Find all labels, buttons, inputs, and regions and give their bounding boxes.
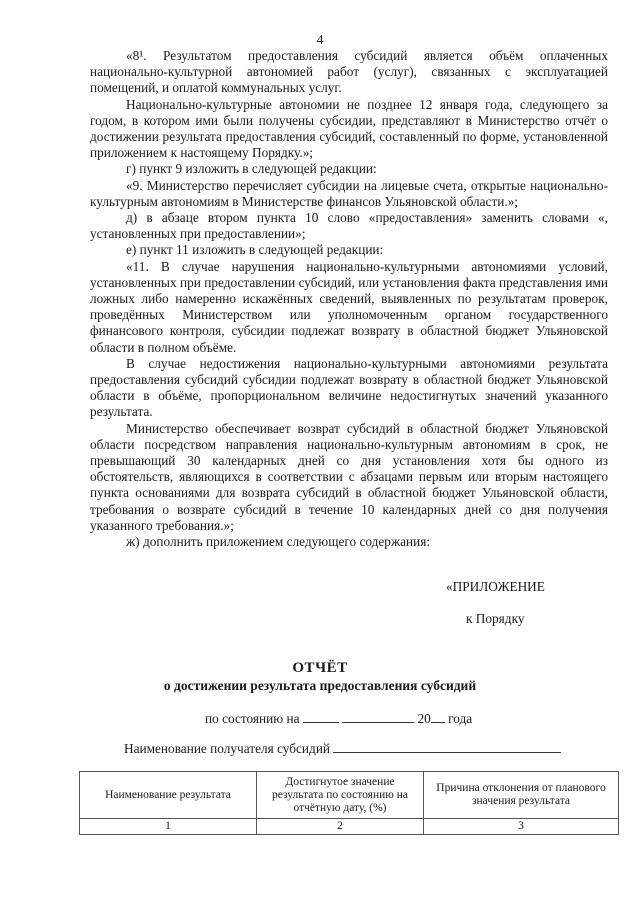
recipient-line bbox=[124, 740, 561, 757]
paragraph-report-deadline: Национально-культурные автономии не позднее 12 января года, следующего за годом, в котором ими были получены субсидии, представляют в Министерство отчёт о достижении результата предоставления субсидий, составленный по форме, установленной приложением к настоящему Порядку.»; bbox=[90, 96, 608, 161]
paragraph-item-g: г) пункт 9 изложить в следующей редакции: bbox=[126, 161, 377, 177]
paragraph-11-non-achievement: В случае недостижения национально-культурными автономиями результата предоставления субсидий субсидии подлежат возврату в областной бюджет Ульяновской области в объёме, пропорциональном величине недостигнутых значений указанного результата. bbox=[90, 355, 608, 420]
report-subtitle: о достижении результата предоставления субсидий bbox=[163, 678, 477, 693]
appendix-heading: «ПРИЛОЖЕНИЕ bbox=[446, 579, 545, 594]
day-blank[interactable] bbox=[303, 710, 339, 723]
paragraph-9: «9. Министерство перечисляет субсидии на лицевые счета, открытые национально-культурным автономиям в Министерстве финансов Ульяновской области.»; bbox=[90, 177, 608, 209]
page-number: 4 bbox=[316, 33, 324, 48]
column-number-3: 3 bbox=[424, 819, 619, 835]
paragraph-8-1: «8¹. Результатом предоставления субсидий является объём оплаченных национально-культурной автономией работ (услуг), связанных с эксплуатацией помещений, и оплатой коммунальных услуг. bbox=[90, 48, 608, 96]
paragraph-item-d: д) в абзаце втором пункта 10 слово «предоставления» заменить словами «, установленных при предоставлении»; bbox=[90, 210, 608, 242]
paragraph-item-e: е) пункт 11 изложить в следующей редакции: bbox=[126, 242, 384, 258]
document-body bbox=[90, 48, 608, 550]
year-blank[interactable] bbox=[431, 710, 445, 723]
report-table bbox=[79, 771, 619, 835]
header-achieved-value: Достигнутое значение результата по состоянию на отчётную дату, (%) bbox=[257, 772, 424, 819]
year-prefix: 20 bbox=[417, 711, 431, 726]
as-of-label: по состоянию на bbox=[205, 711, 300, 726]
report-title: ОТЧЁТ bbox=[292, 660, 348, 676]
month-blank[interactable] bbox=[342, 710, 414, 723]
paragraph-11: «11. В случае нарушения национально-культурными автономиями условий, установленных при предоставлении субсидий, или установления факта представления ими ложных либо намеренно искажённых сведений, выявленных по результатам проверок, проведённых Министерством или уполномоченным органом государственного финансового контроля, субсидии подлежат возврату в областной бюджет Ульяновской области в полном объёме. bbox=[90, 258, 608, 355]
column-number-1: 1 bbox=[80, 819, 257, 835]
header-deviation-reason: Причина отклонения от планового значения результата bbox=[424, 772, 619, 819]
year-suffix: года bbox=[448, 711, 473, 726]
paragraph-item-zh: ж) дополнить приложением следующего содержания: bbox=[126, 534, 431, 550]
paragraph-11-return: Министерство обеспечивает возврат субсидий в областной бюджет Ульяновской области посредством направления национально-культурным автономиям в срок, не превышающий 30 календарных дней со дня установления хотя бы одного из обстоятельств, являющихся в соответствии с абзацами первым или вторым настоящего пункта основаниями для возврата субсидий в областной бюджет Ульяновской области, требования о возврате субсидий в течение 10 календарных дней со дня получения указанного требования.»; bbox=[90, 420, 608, 533]
table-header-row bbox=[80, 772, 619, 819]
recipient-label: Наименование получателя субсидий bbox=[124, 741, 331, 756]
header-result-name: Наименование результата bbox=[80, 772, 257, 819]
table-row bbox=[80, 819, 619, 835]
recipient-blank[interactable] bbox=[333, 740, 561, 753]
column-number-2: 2 bbox=[257, 819, 424, 835]
appendix-subheading: к Порядку bbox=[466, 611, 525, 626]
as-of-date-line bbox=[205, 710, 472, 727]
